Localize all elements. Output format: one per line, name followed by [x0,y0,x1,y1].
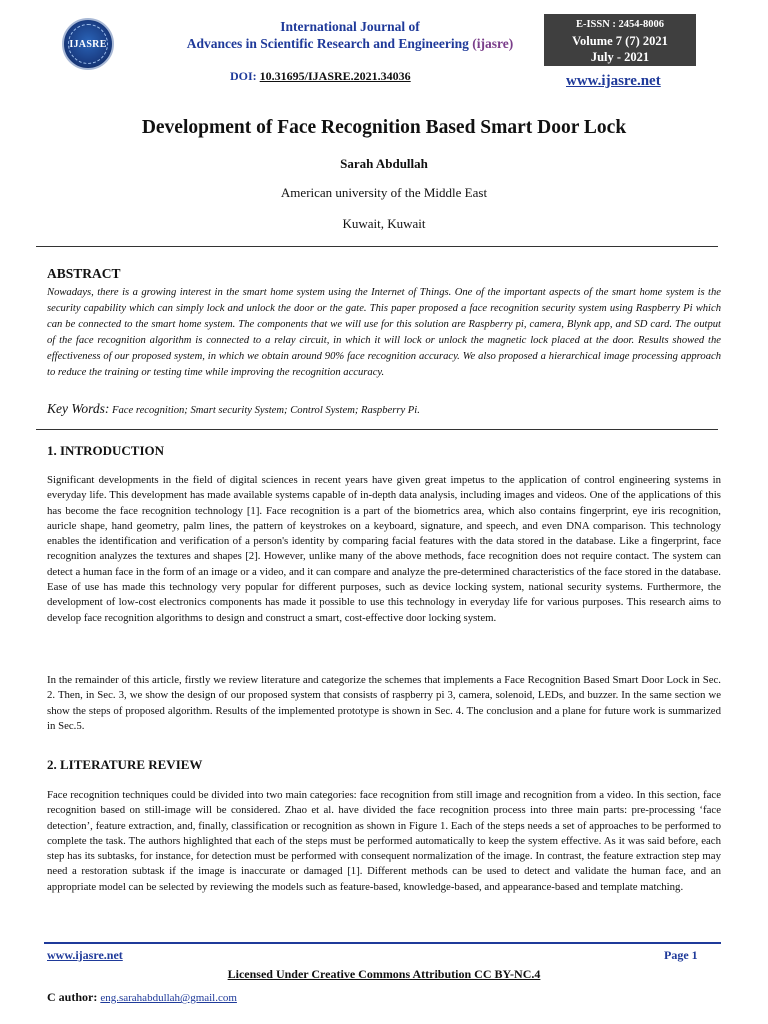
journal-logo [62,18,114,70]
cauthor-label: C author: [47,990,98,1004]
doi [230,69,411,84]
license-text: Licensed Under Creative Commons Attribution CC BY-NC.4 [227,967,541,981]
issn: E-ISSN : 2454-8006 [575,19,665,30]
doi-label: DOI: [230,69,257,83]
logo-text: IJASRE [69,39,107,50]
divider-top [36,246,718,247]
page-number: Page 1 [664,948,698,962]
doi-link[interactable]: 10.31695/IJASRE.2021.34036 [259,69,411,83]
section-1-heading: 1. INTRODUCTION [47,443,165,458]
issue-date: July - 2021 [590,50,650,64]
section-1-paragraph-2: In the remainder of this article, firstly we review literature and categorize the schemes that implements a Face Recognition Based Smart Door Lock in Sec. 2. Then, in Sec. 3, we show the design of our proposed system that consists of raspberry pi 3, camera, solenoid, LEDs, and buzzer. In the same section we show the steps of proposed algorithm. Results of the implemented prototype is shown in Sec. 4. The conclusion and a plane for future work is summarized in Sec.5. [47,674,721,732]
section-2-heading: 2. LITERATURE REVIEW [47,757,203,772]
journal-name [150,18,550,52]
author-name: Sarah Abdullah [340,156,428,171]
footer-website-link[interactable]: www.ijasre.net [47,948,123,962]
affiliation: American university of the Middle East [280,185,488,200]
journal-line-1: International Journal of [280,19,420,34]
location: Kuwait, Kuwait [342,216,426,231]
section-1-paragraph-1: Significant developments in the field of digital sciences in recent years have given great impetus to the application of control engineering systems in everyday life. This development has made available systems capable of in-depth data analysis, including images and videos. One of the applications of this has become the face recognition technology [1]. Face recognition is a part of the biometrics area, which also contains fingerprint, eye iris recognition, auricle shape, hand geometry, palm lines, the pattern of keystrokes on a keyboard, signature, and speech, and even DNA comparison. This technology enables the identification and verification of a person's identity by comparing facial features with the data stored in the database. Like a fingerprint, face recognition analyzes the textures and shapes [2]. However, unlike many of the above methods, face recognition does not require contact. The system can detect a human face in the form of an image or a video, and it can compare and analyze the pre-determined characteristics of the face stored in the database. Ease of use has made this technology very popular for different purposes, such as device locking system, national security systems. Furthermore, the development of low-cost electronics components has made it possible to use this technology in everyday life for various purposes. This research aims to develop face recognition algorithms to design and construct a smart, cost-effective door locking system. [47,474,721,624]
website-link[interactable]: www.ijasre.net [566,73,661,89]
journal-line-2-text: Advances in Scientific Research and Engineering [186,36,469,51]
email-link[interactable]: eng.sarahabdullah@gmail.com [100,992,237,1004]
abstract-heading: ABSTRACT [47,266,121,281]
keywords-text: Face recognition; Smart security System; Control System; Raspberry Pi. [112,405,420,416]
abstract-text: Nowadays, there is a growing interest in the smart home system using the Internet of Things. One of the important aspects of the smart home system is the security capability which can simply lock and unlock the door or the gate. This paper proposed a face recognition security system using Raspberry Pi which can be connected to the smart home system. The components that we will use for this solution are Raspberry pi, camera, Blynk app, and SD card. The output of the face recognition algorithm is connected to a relay circuit, in which it will lock or unlock the magnetic lock placed at the door. Results showed the effectiveness of our proposed system, in which we obtain around 90% face recognition accuracy. We also proposed a hierarchical image processing approach to reduce the training or testing time while improving the recognition accuracy. [47,287,721,378]
corresponding-author [47,990,237,1005]
paper-title: Development of Face Recognition Based Smart Door Lock [141,117,627,138]
divider-abstract [36,429,718,430]
journal-abbrev: (ijasre) [472,36,514,51]
volume: Volume 7 (7) 2021 [572,34,668,48]
section-2-paragraph-1: Face recognition techniques could be divided into two main categories: face recognition from still image and recognition from a video. In this section, face recognition based on still-image will be considered. Zhao et al. have divided the face recognition process into three main parts: pre-processing ‘face detection’, feature extraction, and, finally, classification or recognition as shown in Figure 1. Each of the steps needs a set of approaches to be performed to complete the task. The authors highlighted that each of the steps must be performed automatically to keep the system effective. As it was said before, each step has its subtasks, for instance, for detection must be performed with consequent normalization of the image. In contrast, the feature extraction step may need a restoration subtask if the image is inaccurate or damaged [1]. Different methods can be used to detect and validate the human face, and an appropriate model can be selected by reviewing the models such as feature-based, knowledge-based, and appearance-based and template matching. [47,789,721,893]
issn-box [544,14,696,66]
journal-line-2 [150,35,550,52]
footer-divider [44,942,721,944]
keywords [47,401,420,417]
keywords-label: Key Words: [47,401,110,416]
